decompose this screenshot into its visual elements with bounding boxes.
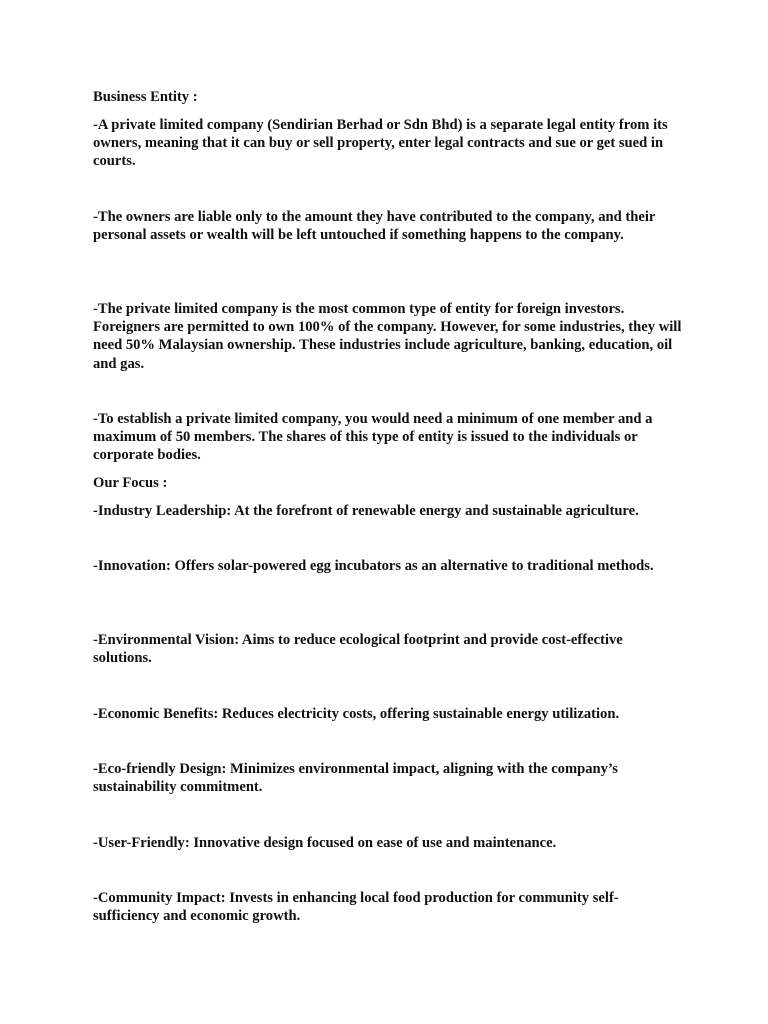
focus-item-user-friendly: -User-Friendly: Innovative design focused on ease of use and maintenance. [93,835,557,851]
business-entity-heading: Business Entity : [93,89,198,105]
entity-paragraph-liability: -The owners are liable only to the amount they have contributed to the company, and their personal assets or wealth will be left untouched if something happens to the company. [93,209,656,244]
focus-item-eco-friendly-design: -Eco-friendly Design: Minimizes environmental impact, aligning with the company’s sustainability commitment. [93,761,618,796]
our-focus-heading: Our Focus : [93,475,168,491]
entity-paragraph-legal-entity: -A private limited company (Sendirian Berhad or Sdn Bhd) is a separate legal entity from its owners, meaning that it can buy or sell property, enter legal contracts and sue or get sued in courts. [93,117,668,170]
focus-item-industry-leadership: -Industry Leadership: At the forefront of renewable energy and sustainable agriculture. [93,503,639,519]
entity-paragraph-foreign-investors: -The private limited company is the most common type of entity for foreign investors. Foreigners are permitted to own 100% of the company. However, for some industries, they will need 50% Malaysian ownership. These industries include agriculture, banking, education, oil and gas. [93,301,682,372]
focus-item-community-impact: -Community Impact: Invests in enhancing local food production for community self-sufficiency and economic growth. [93,890,619,925]
focus-item-innovation: -Innovation: Offers solar-powered egg incubators as an alternative to traditional methods. [93,558,654,574]
entity-paragraph-establishment: -To establish a private limited company, you would need a minimum of one member and a maximum of 50 members. The shares of this type of entity is issued to the individuals or corporate bodies. [93,411,653,464]
focus-item-economic-benefits: -Economic Benefits: Reduces electricity costs, offering sustainable energy utilization. [93,706,620,722]
focus-item-environmental-vision: -Environmental Vision: Aims to reduce ecological footprint and provide cost-effective solutions. [93,632,623,667]
